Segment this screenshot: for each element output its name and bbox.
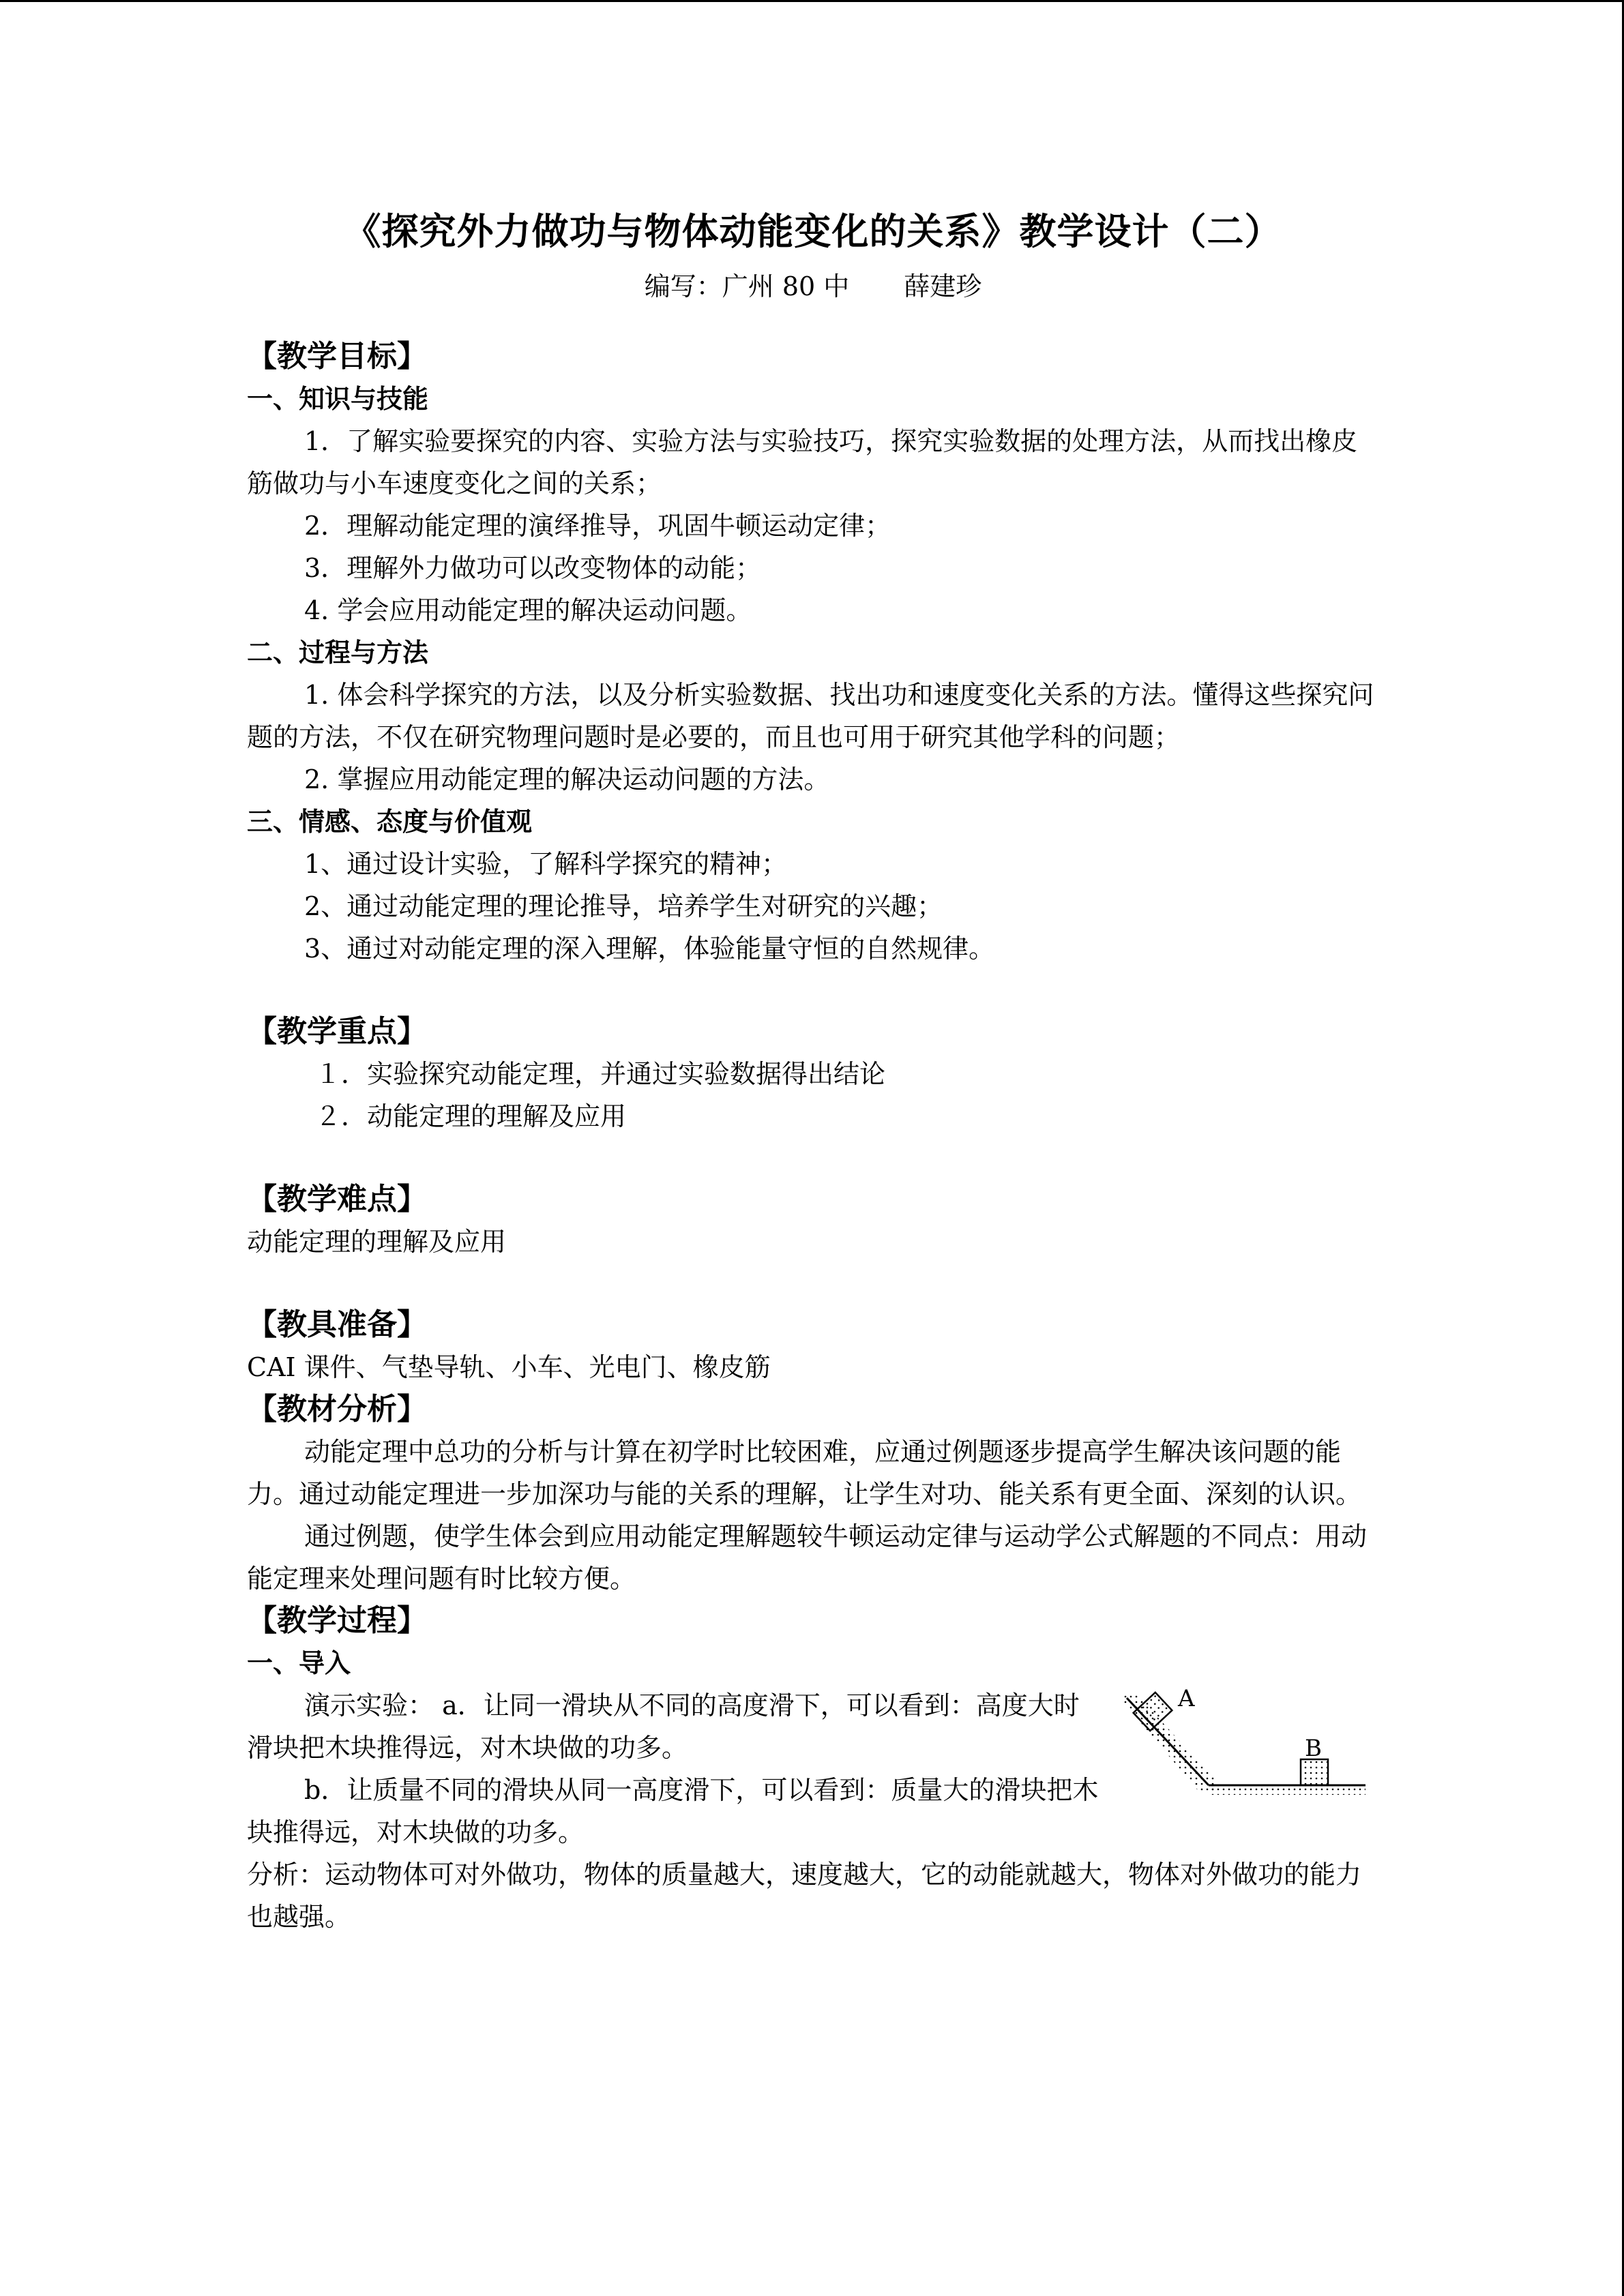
knowledge-item-1: 1．了解实验要探究的内容、实验方法与实验技巧，探究实验数据的处理方法，从而找出橡皮筋做功与小车速度变化之间的关系； xyxy=(247,426,1358,498)
intro-analysis: 分析：运动物体可对外做功，物体的质量越大，速度越大，它的动能就越大，物体对外做功的能力也越强。 xyxy=(247,1860,1362,1932)
difficulty-heading: 【教学难点】 xyxy=(247,1182,427,1217)
knowledge-item-3: 3．理解外力做功可以改变物体的动能； xyxy=(304,553,762,583)
intro-text xyxy=(247,1684,1099,1853)
emotion-item-2: 2、通过动能定理的理论推导，培养学生对研究的兴趣； xyxy=(304,891,943,921)
difficulty-text: 动能定理的理解及应用 xyxy=(247,1227,507,1257)
key-point-2: ２．动能定理的理解及应用 xyxy=(315,1101,627,1131)
emotion-heading: 三、情感、态度与价值观 xyxy=(247,807,533,837)
emotion-item-3: 3、通过对动能定理的深入理解，体验能量守恒的自然规律。 xyxy=(304,934,995,964)
incline-diagram xyxy=(1113,1684,1379,1821)
key-point-1: １．实验探究动能定理，并通过实验数据得出结论 xyxy=(315,1059,886,1089)
ground-hatching xyxy=(1209,1787,1365,1795)
demo-a-text: 演示实验： a．让同一滑块从不同的高度滑下，可以看到：高度大时滑块把木块推得远，对木块做的功多。 xyxy=(247,1690,1080,1763)
label-a: A xyxy=(1178,1685,1195,1712)
analysis-paragraph-1: 动能定理中总功的分析与计算在初学时比较困难，应通过例题逐步提高学生解决该问题的能力。通过动能定理进一步加深功与能的关系的理解，让学生对功、能关系有更全面、深刻的认识。 xyxy=(247,1437,1362,1509)
document-body xyxy=(247,205,1379,1938)
tools-heading: 【教具准备】 xyxy=(247,1307,427,1342)
process-heading: 【教学过程】 xyxy=(247,1603,427,1638)
knowledge-heading: 一、知识与技能 xyxy=(247,384,429,414)
block-b xyxy=(1301,1759,1328,1785)
analysis-paragraph-2: 通过例题，使学生体会到应用动能定理解题较牛顿运动定律与运动学公式解题的不同点：用动能定理来处理问题有时比较方便。 xyxy=(247,1521,1368,1594)
goals-heading: 【教学目标】 xyxy=(247,339,427,374)
process-method-item-1: 1. 体会科学探究的方法，以及分析实验数据、找出功和速度变化关系的方法。懂得这些探究问题的方法，不仅在研究物理问题时是必要的，而且也可用于研究其他学科的问题； xyxy=(247,680,1374,752)
knowledge-item-2: 2．理解动能定理的演绎推导，巩固牛顿运动定律； xyxy=(304,511,891,541)
emotion-item-1: 1、通过设计实验，了解科学探究的精神； xyxy=(304,849,788,879)
knowledge-item-4: 4. 学会应用动能定理的解决运动问题。 xyxy=(304,595,752,625)
tools-text: CAI 课件、气垫导轨、小车、光电门、橡皮筋 xyxy=(247,1352,771,1382)
process-method-heading: 二、过程与方法 xyxy=(247,638,429,668)
demo-b-text: b．让质量不同的滑块从同一高度滑下，可以看到：质量大的滑块把木块推得远，对木块做的功多。 xyxy=(247,1775,1099,1847)
page-border-top xyxy=(0,0,1624,2)
process-method-item-2: 2. 掌握应用动能定理的解决运动问题的方法。 xyxy=(304,764,830,794)
document-title: 《探究外力做功与物体动能变化的关系》教学设计（二） xyxy=(344,210,1282,253)
label-b: B xyxy=(1305,1735,1322,1762)
key-points-heading: 【教学重点】 xyxy=(247,1014,427,1049)
author-line xyxy=(247,265,1379,308)
analysis-heading: 【教材分析】 xyxy=(247,1392,427,1427)
spacer xyxy=(247,970,1379,1011)
intro-heading: 一、导入 xyxy=(247,1648,351,1678)
author-name: 薛建珍 xyxy=(904,271,982,301)
author-label: 编写：广州 80 中 xyxy=(644,271,850,301)
spacer xyxy=(247,1263,1379,1304)
spacer xyxy=(247,1137,1379,1178)
intro-block xyxy=(247,1684,1379,1853)
